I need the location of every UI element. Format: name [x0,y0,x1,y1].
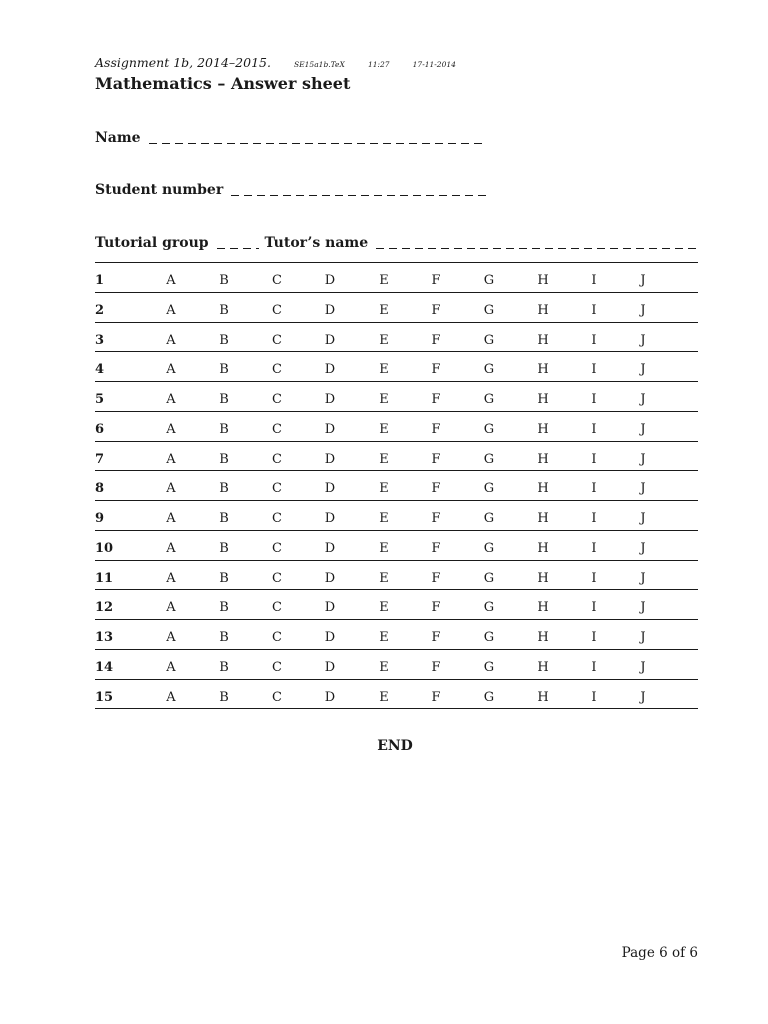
answer-option-c[interactable]: C [272,273,282,288]
answer-option-a[interactable]: A [166,451,176,467]
answer-option-c[interactable]: C [272,511,282,526]
answer-option-d[interactable]: D [324,421,336,437]
answer-option-b[interactable]: B [219,570,229,586]
answer-option-e[interactable]: E [379,540,389,556]
answer-option-d[interactable]: D [324,570,336,586]
answer-option-i[interactable]: I [591,511,597,526]
answer-option-g[interactable]: G [483,392,495,407]
answer-option-a[interactable]: A [166,511,176,526]
answer-option-i[interactable]: I [591,689,597,705]
answer-option-h[interactable]: H [537,451,549,467]
answer-row [95,442,698,472]
answer-row [95,620,698,650]
answer-option-a[interactable]: A [166,570,176,586]
answer-option-c[interactable]: C [272,421,282,437]
answer-option-f[interactable]: F [431,540,441,556]
document-header [95,52,456,71]
file-date: 17-11-2014 [412,60,456,69]
question-number: 14 [95,659,114,675]
answer-option-f[interactable]: F [431,421,441,437]
question-number: 4 [95,362,105,378]
answer-option-g[interactable]: G [483,689,495,705]
answer-option-a[interactable]: A [166,540,176,556]
question-number: 1 [95,273,105,288]
answer-option-j[interactable]: J [640,451,646,467]
answer-option-g[interactable]: G [483,600,495,616]
answer-option-c[interactable]: C [272,332,282,348]
answer-option-d[interactable]: D [324,362,336,378]
answer-option-c[interactable]: C [272,451,282,467]
answer-option-c[interactable]: C [272,302,282,318]
answer-option-b[interactable]: B [219,421,229,437]
answer-option-b[interactable]: B [219,362,229,378]
answer-row [95,501,698,531]
answer-option-f[interactable]: F [431,570,441,586]
question-number: 8 [95,481,105,497]
answer-option-e[interactable]: E [379,362,389,378]
student-number-blank[interactable] [231,195,489,196]
answer-option-b[interactable]: B [219,273,229,288]
answer-option-d[interactable]: D [324,392,336,407]
answer-option-f[interactable]: F [431,362,441,378]
answer-option-j[interactable]: J [640,659,646,675]
answer-option-j[interactable]: J [640,332,646,348]
question-number: 6 [95,421,105,437]
answer-option-e[interactable]: E [379,570,389,586]
answer-option-d[interactable]: D [324,600,336,616]
answer-option-e[interactable]: E [379,630,389,645]
answer-option-a[interactable]: A [166,659,176,675]
answer-option-c[interactable]: C [272,392,282,407]
answer-option-e[interactable]: E [379,659,389,675]
answer-option-a[interactable]: A [166,421,176,437]
answer-option-f[interactable]: F [431,392,441,407]
answer-option-f[interactable]: F [431,451,441,467]
answer-option-h[interactable]: H [537,273,549,288]
answer-option-j[interactable]: J [640,511,646,526]
answer-option-b[interactable]: B [219,600,229,616]
answer-option-f[interactable]: F [431,273,441,288]
answer-option-f[interactable]: F [431,511,441,526]
answer-option-d[interactable]: D [324,481,336,497]
question-number: 3 [95,332,105,348]
page-title: Mathematics – Answer sheet [95,74,351,93]
answer-row [95,561,698,591]
answer-option-a[interactable]: A [166,600,176,616]
answer-option-g[interactable]: G [483,302,495,318]
tutor-name-label: Tutor’s name [264,235,369,251]
answer-row [95,650,698,680]
answer-option-g[interactable]: G [483,332,495,348]
answer-option-h[interactable]: H [537,362,549,378]
answer-row [95,323,698,353]
answer-option-d[interactable]: D [324,659,336,675]
answer-option-d[interactable]: D [324,273,336,288]
question-number: 2 [95,302,105,318]
answer-option-i[interactable]: I [591,540,597,556]
question-number: 13 [95,630,114,645]
answer-option-g[interactable]: G [483,481,495,497]
tutor-name-blank[interactable] [376,248,696,249]
answer-option-j[interactable]: J [640,540,646,556]
answer-option-h[interactable]: H [537,600,549,616]
answer-option-j[interactable]: J [640,362,646,378]
answer-option-h[interactable]: H [537,540,549,556]
answer-option-e[interactable]: E [379,392,389,407]
answer-option-i[interactable]: I [591,481,597,497]
answer-row [95,352,698,382]
answer-option-j[interactable]: J [640,302,646,318]
answer-option-i[interactable]: I [591,362,597,378]
answer-option-e[interactable]: E [379,421,389,437]
answer-row [95,590,698,620]
answer-option-d[interactable]: D [324,689,336,705]
answer-option-i[interactable]: I [591,600,597,616]
tutorial-group-blank[interactable] [217,248,259,249]
answer-option-h[interactable]: H [537,392,549,407]
question-number: 12 [95,600,114,616]
answer-option-g[interactable]: G [483,273,495,288]
answer-option-j[interactable]: J [640,570,646,586]
answer-option-b[interactable]: B [219,511,229,526]
answer-option-d[interactable]: D [324,302,336,318]
answer-option-g[interactable]: G [483,659,495,675]
answer-option-j[interactable]: J [640,273,646,288]
answer-option-b[interactable]: B [219,630,229,645]
answer-option-b[interactable]: B [219,659,229,675]
question-number: 9 [95,511,105,526]
answer-option-j[interactable]: J [640,481,646,497]
answer-option-a[interactable]: A [166,273,176,288]
answer-option-a[interactable]: A [166,392,176,407]
answer-option-e[interactable]: E [379,451,389,467]
answer-option-f[interactable]: F [431,332,441,348]
answer-option-h[interactable]: H [537,421,549,437]
answer-option-h[interactable]: H [537,332,549,348]
answer-option-h[interactable]: H [537,511,549,526]
answer-option-b[interactable]: B [219,332,229,348]
answer-grid [95,262,698,709]
answer-option-h[interactable]: H [537,481,549,497]
answer-option-j[interactable]: J [640,392,646,407]
answer-option-h[interactable]: H [537,570,549,586]
answer-option-c[interactable]: C [272,630,282,645]
answer-option-h[interactable]: H [537,302,549,318]
answer-option-g[interactable]: G [483,511,495,526]
answer-option-b[interactable]: B [219,540,229,556]
answer-option-e[interactable]: E [379,332,389,348]
answer-option-g[interactable]: G [483,540,495,556]
answer-row [95,531,698,561]
answer-option-i[interactable]: I [591,302,597,318]
answer-option-f[interactable]: F [431,689,441,705]
answer-option-f[interactable]: F [431,481,441,497]
answer-option-b[interactable]: B [219,481,229,497]
file-time: 11:27 [367,60,390,69]
answer-option-c[interactable]: C [272,659,282,675]
question-number: 5 [95,392,105,407]
answer-option-c[interactable]: C [272,600,282,616]
answer-option-c[interactable]: C [272,362,282,378]
answer-option-j[interactable]: J [640,630,646,645]
answer-option-b[interactable]: B [219,689,229,705]
answer-option-f[interactable]: F [431,630,441,645]
answer-option-i[interactable]: I [591,421,597,437]
answer-option-g[interactable]: G [483,362,495,378]
answer-option-c[interactable]: C [272,481,282,497]
answer-option-i[interactable]: I [591,659,597,675]
answer-option-f[interactable]: F [431,600,441,616]
answer-option-i[interactable]: I [591,273,597,288]
answer-option-i[interactable]: I [591,451,597,467]
answer-option-a[interactable]: A [166,481,176,497]
name-blank[interactable] [149,143,485,144]
answer-option-h[interactable]: H [537,659,549,675]
answer-option-c[interactable]: C [272,540,282,556]
answer-option-a[interactable]: A [166,302,176,318]
question-number: 15 [95,689,114,705]
answer-option-f[interactable]: F [431,302,441,318]
answer-option-g[interactable]: G [483,630,495,645]
answer-option-d[interactable]: D [324,511,336,526]
tutorial-field [95,235,696,251]
answer-option-d[interactable]: D [324,451,336,467]
answer-option-e[interactable]: E [379,600,389,616]
answer-option-a[interactable]: A [166,362,176,378]
answer-option-e[interactable]: E [379,302,389,318]
answer-row [95,382,698,412]
answer-option-g[interactable]: G [483,421,495,437]
answer-row [95,412,698,442]
answer-option-e[interactable]: E [379,481,389,497]
question-number: 10 [95,540,114,556]
page-number: Page 6 of 6 [621,945,698,961]
answer-option-a[interactable]: A [166,332,176,348]
answer-option-j[interactable]: J [640,421,646,437]
end-marker: END [377,738,413,754]
answer-option-h[interactable]: H [537,630,549,645]
answer-row [95,471,698,501]
answer-option-d[interactable]: D [324,332,336,348]
file-name: SE15a1b.TeX [294,60,345,69]
name-field [95,130,485,146]
answer-option-h[interactable]: H [537,689,549,705]
answer-option-e[interactable]: E [379,273,389,288]
answer-option-f[interactable]: F [431,659,441,675]
answer-option-a[interactable]: A [166,630,176,645]
answer-option-e[interactable]: E [379,689,389,705]
answer-option-b[interactable]: B [219,302,229,318]
answer-option-d[interactable]: D [324,630,336,645]
answer-option-c[interactable]: C [272,570,282,586]
question-number: 11 [95,570,114,586]
answer-option-c[interactable]: C [272,689,282,705]
answer-option-i[interactable]: I [591,570,597,586]
answer-option-d[interactable]: D [324,540,336,556]
answer-option-i[interactable]: I [591,630,597,645]
answer-option-e[interactable]: E [379,511,389,526]
answer-option-i[interactable]: I [591,392,597,407]
answer-row [95,262,698,293]
tutorial-group-label: Tutorial group [95,235,209,251]
answer-option-j[interactable]: J [640,689,646,705]
student-number-label: Student number [95,182,224,198]
assignment-title: Assignment 1b, 2014–2015. [95,55,271,70]
name-label: Name [95,130,141,146]
answer-option-a[interactable]: A [166,689,176,705]
answer-option-b[interactable]: B [219,392,229,407]
answer-option-b[interactable]: B [219,451,229,467]
answer-option-j[interactable]: J [640,600,646,616]
student-number-field [95,182,489,198]
answer-row [95,293,698,323]
answer-option-i[interactable]: I [591,332,597,348]
question-number: 7 [95,451,105,467]
answer-row [95,680,698,710]
answer-option-g[interactable]: G [483,570,495,586]
answer-option-g[interactable]: G [483,451,495,467]
